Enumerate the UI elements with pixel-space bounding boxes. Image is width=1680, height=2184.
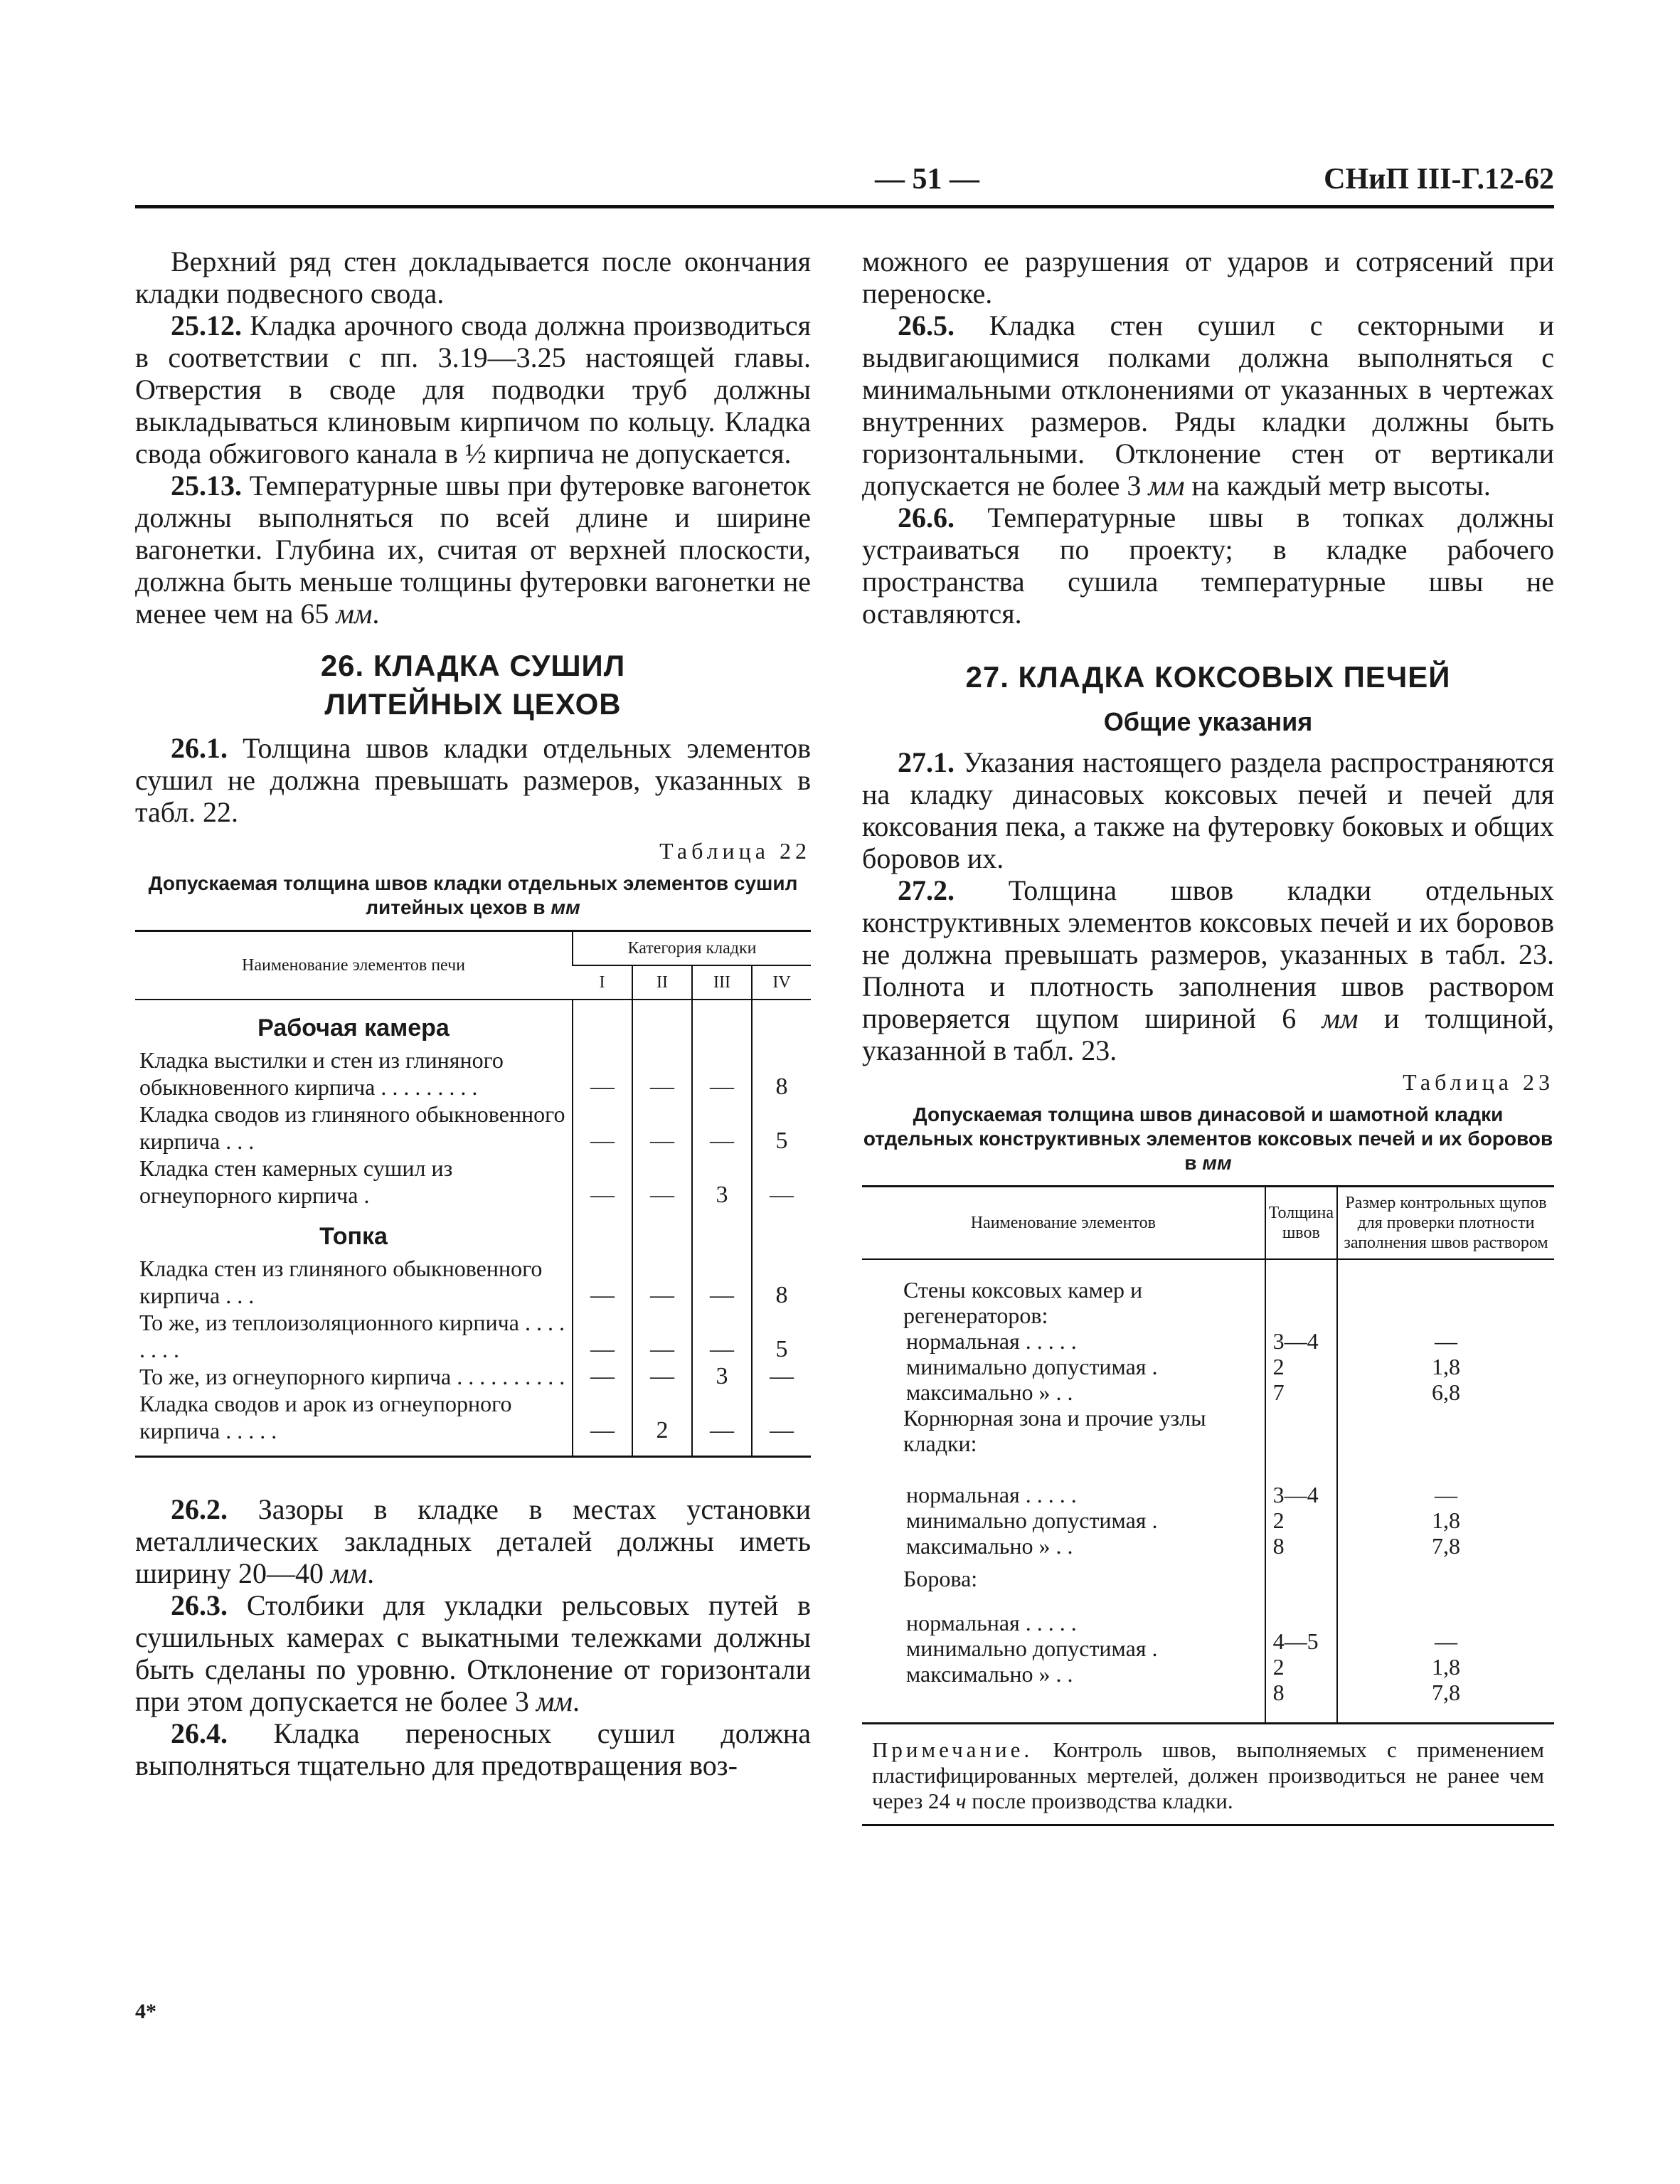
table-header: Наименование элементов [862,1187,1265,1260]
table-23-title: Допускаемая толщина швов динасовой и шамотной кладки отдельных конструктивных элементов коксовых печей и их боровов в мм [863,1103,1553,1174]
paragraph-26-1: 26.1. Толщина швов кладки отдельных элементов сушил не должна превышать размеров, указанных в табл. 22. [135,732,811,828]
table-row: Кладка стен из глиняного обыкновенного кирпича . . . — — — 8 [135,1255,811,1309]
paragraph-25-12: 25.12. Кладка арочного свода должна производиться в соответствии с пп. 3.19—3.25 настоящей главы. Отверстия в своде для подводки труб должны выкладываться клиновым кирпичом по кольцу. Кладка свода обжигового канала в ½ кирпича не допускается. [135,309,811,470]
table-header: I [573,965,632,1000]
table-header: Наименование элементов печи [135,931,573,1000]
left-column [135,245,811,1781]
page-number: — 51 — [875,163,979,196]
table-header: Толщина швов [1265,1187,1337,1260]
paragraph-26-4: 26.4. Кладка переносных сушил должна выполняться тщательно для предотвращения воз- [135,1717,811,1781]
table-23 [862,1185,1554,1724]
page-header [135,162,1554,208]
table-group-title: Топка [319,1223,388,1250]
table-23-note: Примечание. Контроль швов, выполняемых с применением пластифицированных мертелей, должен производиться не ранее чем через 24 ч после производства кладки. [862,1724,1554,1826]
table-row: Кладка сводов и арок из огнеупорного кирпича . . . . . — 2 — — [135,1390,811,1457]
table-row: То же, из огнеупорного кирпича . . . . . . . . . . — — 3 — [135,1363,811,1390]
table-row: Кладка выстилки и стен из глиняного обыкновенного кирпича . . . . . . . . . — — — 8 [135,1046,811,1101]
section-27-heading: 27. КЛАДКА КОКСОВЫХ ПЕЧЕЙ [965,660,1451,694]
table-header: Категория кладки [573,931,811,966]
paragraph: можного ее разрушения от ударов и сотрясений при переноске. [862,245,1554,309]
table-row: Кладка сводов из глиняного обыкновенного кирпича . . . — — — 5 [135,1101,811,1155]
table-header: Размер контрольных щупов для проверки плотности заполнения швов раствором [1337,1187,1554,1260]
paragraph-27-1: 27.1. Указания настоящего раздела распространяются на кладку динасовых коксовых печей и печей для коксования пека, а также на футеровку боковых и общих боровов их. [862,746,1554,874]
table-23-label: Таблица 23 [1403,1069,1554,1095]
table-header: IV [752,965,811,1000]
subsection-heading: Общие указания [1103,707,1313,736]
table-row: То же, из теплоизоляционного кирпича . . . . . . . . — — — 5 [135,1309,811,1363]
table-22 [135,930,811,1458]
right-column [862,245,1554,1826]
signature-mark: 4* [135,2000,156,2023]
paragraph-25-13: 25.13. Температурные швы при футеровке вагонеток должны выполняться по всей длине и ширине вагонетки. Глубина их, считая от верхней плоскости, должна быть меньше толщины футеровки вагонетки не менее чем на 65 мм. [135,470,811,630]
table-group-title: Рабочая камера [257,1014,450,1041]
paragraph-26-5: 26.5. Кладка стен сушил с секторными и выдвигающимися полками должна выполняться с минимальными отклонениями от указанных в чертежах внутренних размеров. Ряды кладки должны быть горизонтальными. Отклонение стен от вертикали допускается не более 3 мм на каждый метр высоты. [862,309,1554,502]
table-cell: Стены коксовых камер и регенераторов: нормальная . . . . . минимально допустимая . максимально » . . Корнюрная зона и прочие узлы кладки: нормальная . . . . . минимально допустимая . максимально » . . Борова: нормальная . . . . . минимально допустимая . максимально » . . [903,1277,1206,1687]
table-header: II [632,965,692,1000]
table-cell: 3—4 2 7 3—4 2 8 4—5 2 8 [1265,1259,1337,1724]
table-22-label: Таблица 22 [659,838,811,864]
table-cell: — 1,8 6,8 — 1,8 7,8 — 1,8 7,8 [1337,1259,1554,1724]
table-22-title: Допускаемая толщина швов кладки отдельных элементов сушил литейных цехов в мм [148,872,798,918]
paragraph-27-2: 27.2. Толщина швов кладки отдельных конструктивных элементов коксовых печей и их боровов не должна превышать размеров, указанных в табл. 23. Полнота и плотность заполнения швов раствором проверяется щупом шириной 6 мм и толщиной, указанной в табл. 23. [862,874,1554,1066]
paragraph-26-2: 26.2. Зазоры в кладке в местах установки металлических закладных деталей должны иметь ширину 20—40 мм. [135,1493,811,1589]
table-header: III [692,965,752,1000]
section-26-heading: 26. КЛАДКА СУШИЛ ЛИТЕЙНЫХ ЦЕХОВ [320,649,626,721]
paragraph-26-6: 26.6. Температурные швы в топках должны устраиваться по проекту; в кладке рабочего пространства сушила температурные швы не оставляются. [862,502,1554,630]
paragraph: Верхний ряд стен докладывается после окончания кладки подвесного свода. [135,245,811,309]
paragraph-26-3: 26.3. Столбики для укладки рельсовых путей в сушильных камерах с выкатными тележками должны быть сделаны по уровню. Отклонение от горизонтали при этом допускается не более 3 мм. [135,1589,811,1717]
table-row: Кладка стен камерных сушил из огнеупорного кирпича . — — 3 — [135,1155,811,1209]
document-code: СНиП III-Г.12-62 [1324,163,1554,196]
